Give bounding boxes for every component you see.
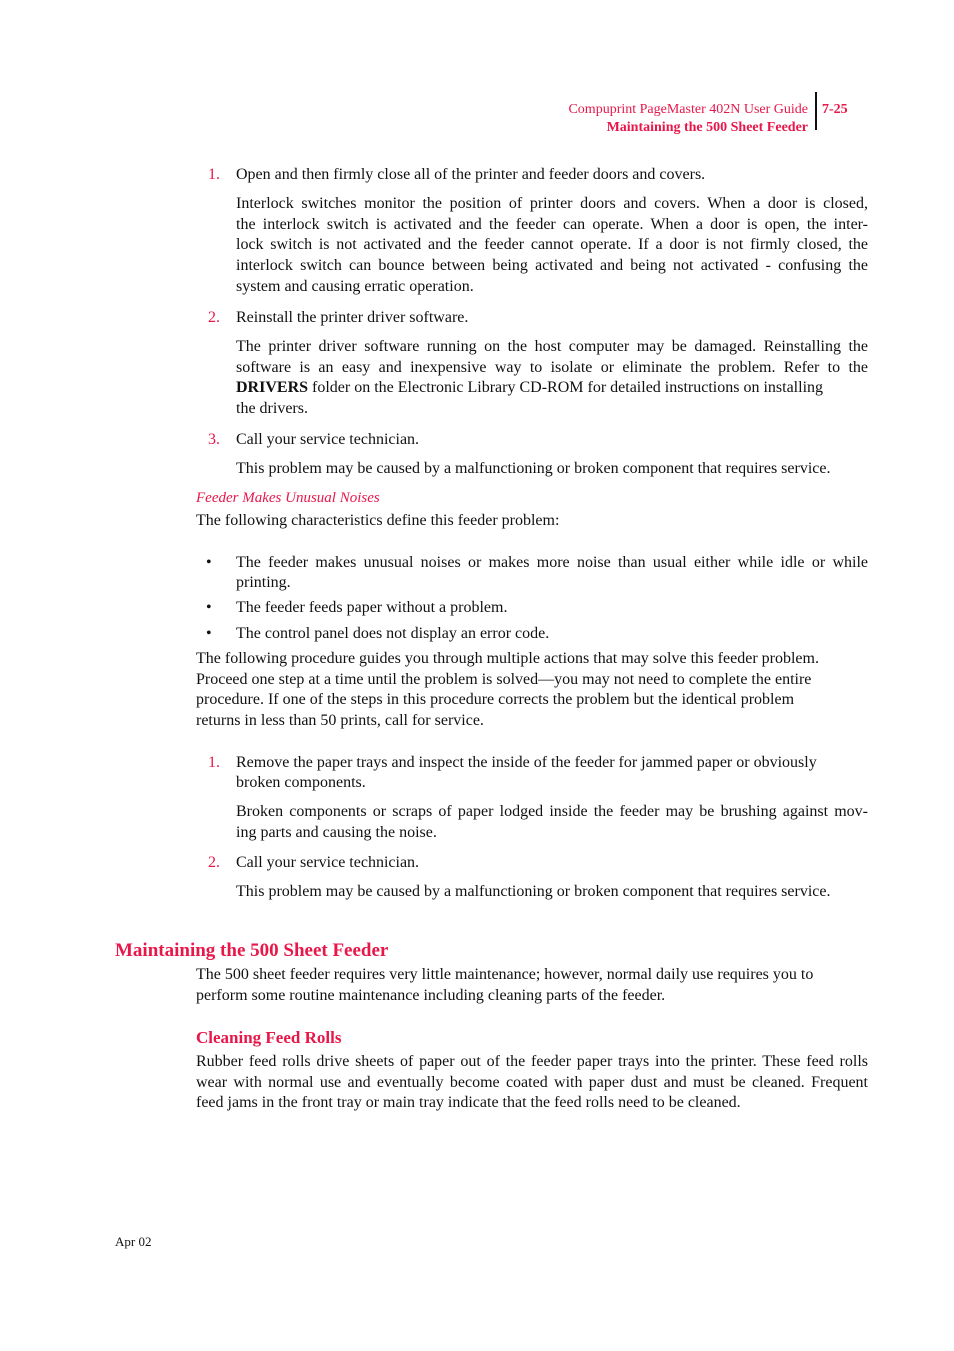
page-number: 7-25 [822, 102, 848, 117]
bullet-marker: • [206, 554, 212, 571]
paragraph-line: The following procedure guides you through multiple actions that may solve this feeder problem. [196, 650, 819, 667]
detail-line: system and causing erratic operation. [236, 277, 474, 295]
detail-line: the drivers. [236, 400, 308, 418]
bullet-marker: • [206, 599, 212, 616]
detail-line: lock switch is not activated and the feeder cannot operate. If a door is not firmly closed, the [236, 236, 868, 254]
detail-line: software is an easy and inexpensive way to isolate or eliminate the problem. Refer to the [236, 358, 868, 376]
step-detail [236, 194, 868, 298]
step-number: 3. [208, 431, 220, 448]
paragraph-line: Rubber feed rolls drive sheets of paper out of the feeder paper trays into the printer. These feed rolls [196, 1053, 868, 1070]
paragraph-line: The 500 sheet feeder requires very little maintenance; however, normal daily use requires you to [196, 966, 814, 983]
cleaning-paragraph [196, 1052, 868, 1114]
drivers-folder-name: DRIVERS [236, 379, 309, 397]
step-number: 2. [208, 309, 220, 326]
paragraph-line: feed jams in the front tray or main tray indicate that the feed rolls need to be cleaned. [196, 1094, 741, 1112]
running-header-section-title: Maintaining the 500 Sheet Feeder [606, 120, 808, 135]
step-line: Remove the paper trays and inspect the inside of the feeder for jammed paper or obviously [236, 754, 817, 771]
step-text: Call your service technician. [236, 854, 420, 871]
step-number: 2. [208, 854, 220, 871]
detail-line: The printer driver software running on the host computer may be damaged. Reinstalling the [236, 338, 868, 355]
paragraph-line: perform some routine maintenance including cleaning parts of the feeder. [196, 986, 666, 1004]
paragraph-line: returns in less than 50 prints, call for service. [196, 712, 484, 730]
intro-text: The following characteristics define this feeder problem: [196, 512, 560, 529]
step-detail: This problem may be caused by a malfunctioning or broken component that requires service. [236, 460, 831, 477]
detail-line: ing parts and causing the noise. [236, 823, 437, 841]
step-number: 1. [208, 166, 220, 183]
bullet-item: The feeder feeds paper without a problem. [236, 599, 508, 616]
step-text: Call your service technician. [236, 431, 420, 448]
running-header-guide-title: Compuprint PageMaster 402N User Guide [568, 102, 808, 117]
procedure-intro [196, 649, 868, 732]
step-detail: This problem may be caused by a malfunctioning or broken component that requires service. [236, 883, 831, 900]
header-divider [815, 92, 817, 130]
footer-date: Apr 02 [115, 1234, 152, 1249]
step-line: broken components. [236, 774, 366, 791]
bullet-item: The control panel does not display an error code. [236, 625, 550, 642]
step-text [236, 753, 868, 793]
step-text: Reinstall the printer driver software. [236, 309, 469, 326]
detail-line [236, 378, 868, 399]
paragraph-line: procedure. If one of the steps in this procedure corrects the problem but the identical problem [196, 691, 795, 709]
step-detail [236, 802, 868, 843]
detail-line: interlock switch can bounce between being activated and being not activated - confusing the [236, 257, 868, 275]
section-intro [196, 965, 868, 1006]
step-detail [236, 337, 868, 420]
section-heading: Maintaining the 500 Sheet Feeder [115, 940, 389, 961]
bullet-marker: • [206, 625, 212, 642]
detail-line: Interlock switches monitor the position of printer doors and covers. When a door is closed, [236, 195, 868, 212]
detail-line: the interlock switch is activated and the feeder can operate. When a door is open, the inter- [236, 215, 868, 233]
paragraph-line: Proceed one step at a time until the problem is solved—you may not need to complete the entire [196, 670, 812, 688]
detail-line: Broken components or scraps of paper lodged inside the feeder may be brushing against mov- [236, 803, 868, 820]
subsection-heading: Feeder Makes Unusual Noises [196, 490, 380, 506]
step-text: Open and then firmly close all of the printer and feeder doors and covers. [236, 166, 706, 183]
paragraph-line: wear with normal use and eventually become coated with paper dust and must be cleaned. Frequent [196, 1073, 868, 1091]
subsection-heading: Cleaning Feed Rolls [196, 1028, 342, 1047]
bullet-item: The feeder makes unusual noises or makes more noise than usual either while idle or while printing. [236, 554, 868, 591]
detail-line-rest: folder on the Electronic Library CD-ROM for detailed instructions on installing [308, 379, 824, 397]
step-number: 1. [208, 754, 220, 771]
